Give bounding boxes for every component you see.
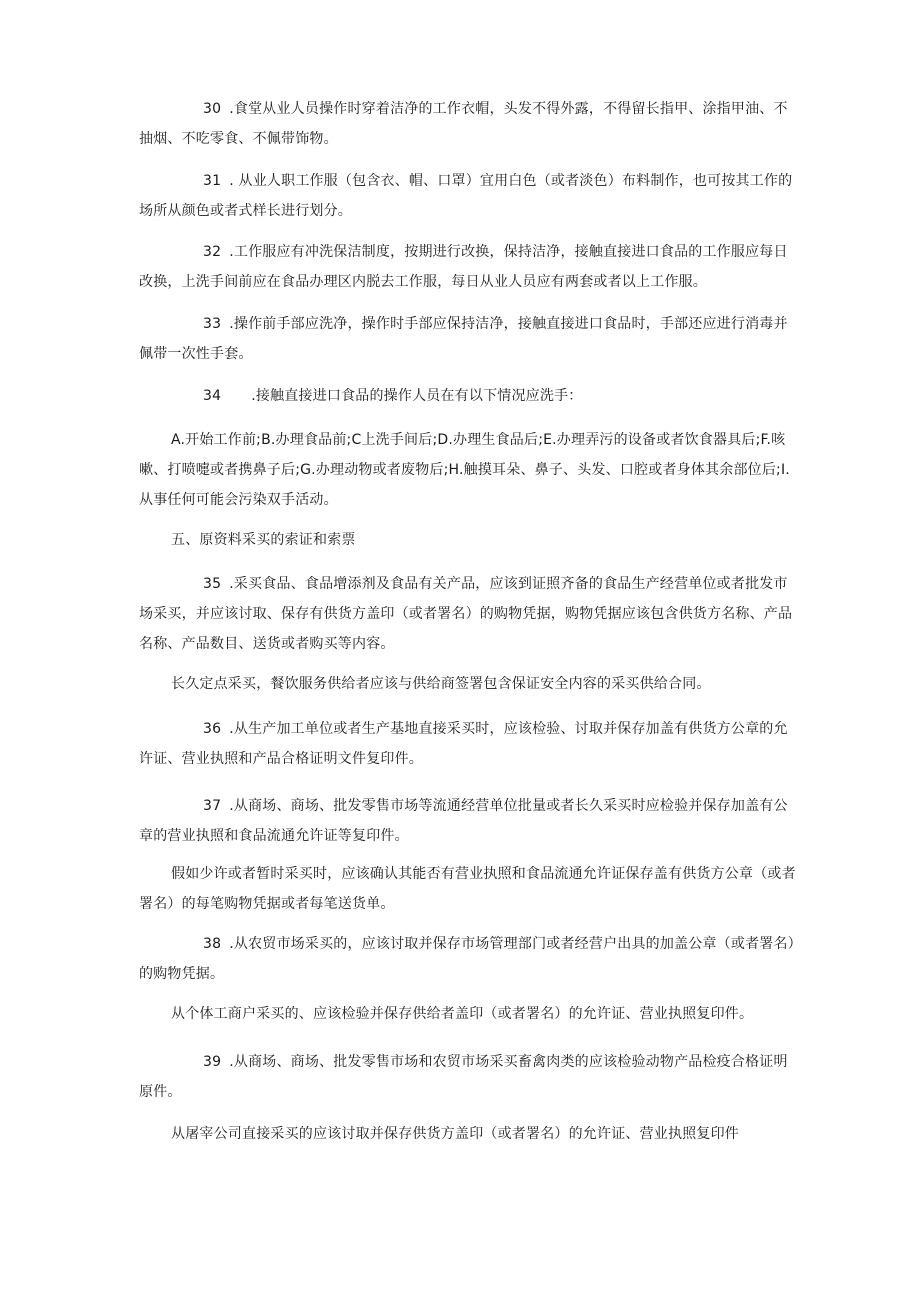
paragraph-text: .从生产加工单位或者生产基地直接采买时，应该检验、讨取并保存加盖有供货方公章的允许证、营业执照和产品合格证明文件复印件。 xyxy=(139,721,788,767)
paragraph-long-term-purchase xyxy=(139,669,799,699)
item-number: 39 xyxy=(203,1054,222,1070)
paragraph-32 xyxy=(139,237,799,297)
item-number: 34 xyxy=(203,388,222,404)
item-number: 32 xyxy=(203,244,222,260)
paragraph-text: A.开始工作前;B.办理食品前;C上洗手间后;D.办理生食品后;E.办理弄污的设备或者饮食器具后;F.咳嗽、打喷嚏或者携鼻子后;G.办理动物或者废物后;H.触摸耳朵、鼻子、头发、口腔或者身体其余部位后;I. 从事任何可能会污染双手活动。 xyxy=(139,432,790,508)
paragraph-slaughterhouse xyxy=(139,1119,799,1149)
paragraph-text: 从个体工商户采买的、应该检验并保存供给者盖印（或者署名）的允许证、营业执照复印件。 xyxy=(171,1006,754,1022)
paragraph-temporary-purchase xyxy=(139,859,799,919)
item-number: 36 xyxy=(203,721,222,737)
paragraph-33 xyxy=(139,309,799,369)
paragraph-text: .从农贸市场采买的，应该讨取并保存市场管理部门或者经营户出具的加盖公章（或者署名）的购物凭据。 xyxy=(139,936,795,982)
paragraph-text: 从屠宰公司直接采买的应该讨取并保存供货方盖印（或者署名）的允许证、营业执照复印件 xyxy=(171,1126,739,1142)
paragraph-38 xyxy=(139,929,799,989)
paragraph-31 xyxy=(139,166,799,226)
handwash-conditions-list xyxy=(139,425,799,515)
paragraph-text: .采买食品、食品增添剂及食品有关产品，应该到证照齐备的食品生产经营单位或者批发市场采买，并应该讨取、保存有供货方盖印（或者署名）的购物凭据，购物凭据应该包含供货方名称、产品名称、产品数目、送货或者购买等内容。 xyxy=(139,576,793,652)
item-number: 37 xyxy=(203,798,222,814)
item-number: 31 xyxy=(203,173,222,189)
paragraph-individual-vendor xyxy=(139,999,799,1029)
section-heading-text: 五、原资料采买的索证和索票 xyxy=(171,532,356,548)
item-number: 38 xyxy=(203,936,222,952)
item-number: 35 xyxy=(203,576,222,592)
paragraph-text: . 从业人职工作服（包含衣、帽、口罩）宜用白色（或者淡色）布料制作，也可按其工作的场所从颜色或者式样长进行划分。 xyxy=(139,173,793,219)
paragraph-text: .食堂从业人员操作时穿着洁净的工作衣帽，头发不得外露，不得留长指甲、涂指甲油、不抽烟、不吃零食、不佩带饰物。 xyxy=(139,101,788,147)
paragraph-text: .接触直接进口食品的操作人员在有以下情况应洗手： xyxy=(251,388,583,404)
paragraph-text: 长久定点采买，餐饮服务供给者应该与供给商签署包含保证安全内容的采买供给合同。 xyxy=(171,676,711,692)
item-number: 30 xyxy=(203,101,222,117)
paragraph-text: .操作前手部应洗净，操作时手部应保持洁净，接触直接进口食品时，手部还应进行消毒并佩带一次性手套。 xyxy=(139,316,788,362)
paragraph-text: .从商场、商场、批发零售市场和农贸市场采买畜禽肉类的应该检验动物产品检疫合格证明原件。 xyxy=(139,1054,788,1100)
paragraph-34 xyxy=(139,381,799,411)
section-heading-purchasing xyxy=(139,525,799,555)
paragraph-37 xyxy=(139,791,799,851)
paragraph-30 xyxy=(139,94,799,154)
paragraph-text: .从商场、商场、批发零售市场等流通经营单位批量或者长久采买时应检验并保存加盖有公章的营业执照和食品流通允许证等复印件。 xyxy=(139,798,788,844)
paragraph-36 xyxy=(139,714,799,774)
paragraph-text: .工作服应有冲洗保洁制度，按期进行改换，保持洁净，接触直接进口食品的工作服应每日改换，上洗手间前应在食品办理区内脱去工作服，每日从业人员应有两套或者以上工作服。 xyxy=(139,244,788,290)
paragraph-text: 假如少许或者暂时采买时，应该确认其能否有营业执照和食品流通允许证保存盖有供货方公章（或者署名）的每笔购物凭据或者每笔送货单。 xyxy=(139,866,796,912)
paragraph-35 xyxy=(139,569,799,659)
paragraph-39 xyxy=(139,1047,799,1107)
item-number: 33 xyxy=(203,316,222,332)
